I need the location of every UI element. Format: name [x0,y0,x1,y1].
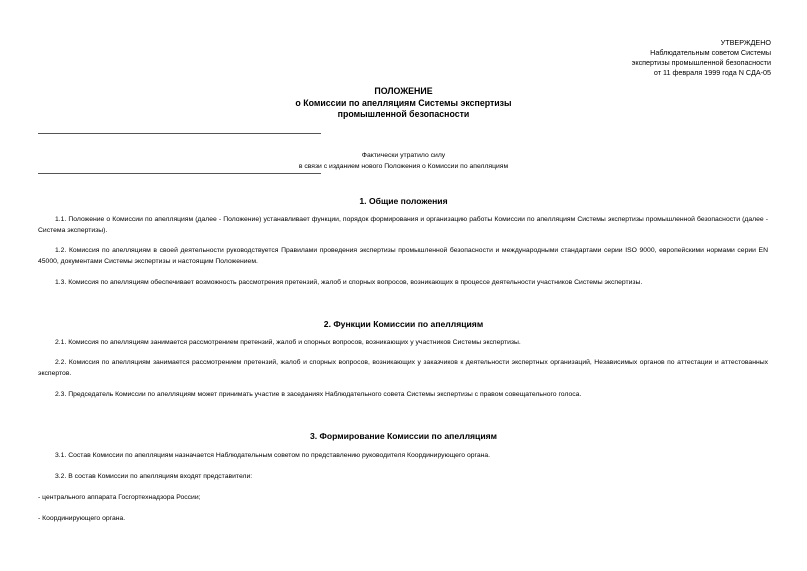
paragraph: 3.2. В состав Комиссии по апелляциям входят представители: [55,473,253,480]
title-line: ПОЛОЖЕНИЕ [374,86,433,96]
section-heading: 1. Общие положения [359,196,448,206]
title-line: о Комиссии по апелляциям Системы экспертизы [295,97,512,108]
approval-line: Наблюдательным советом Системы [650,48,771,57]
status-note [0,150,807,172]
list-item: - центрального аппарата Госгортехнадзора России; [38,494,201,501]
note-line: Фактически утратило силу [361,152,446,159]
paragraph: 1.3. Комиссия по апелляциям обеспечивает возможность рассмотрения претензий, жалоб и спорных вопросов, возникающих в процессе деятельности участников Системы экспертизы. [55,279,643,286]
paragraph: 2.2. Комиссия по апелляциям занимается рассмотрением претензий, жалоб и спорных вопросов, возникающих у заказчиков к деятельности экспертных организаций, Независимых органов по аттестации и аттестованных экспертов. [38,359,768,377]
list-item: - Координирующего органа. [38,515,126,522]
section-heading: 3. Формирование Комиссии по апелляциям [310,431,497,441]
title-line: промышленной безопасности [337,109,470,119]
paragraph: 1.2. Комиссия по апелляциям в своей деятельности руководствуется Правилами проведения экспертизы промышленной безопасности и международными стандартами серии ISO 9000, европейскими нормами серии EN 45000, документами Системы экспертизы и настоящим Положением. [38,247,768,265]
paragraph: 2.3. Председатель Комиссии по апелляциям может принимать участие в заседаниях Наблюдательного совета Системы экспертизы с правом совещательного голоса. [55,391,582,398]
note-line: в связи с изданием нового Положения о Комиссии по апелляциям [298,163,509,170]
paragraph: 3.1. Состав Комиссии по апелляциям назначается Наблюдательным советом по представлению руководителя Координирующего органа. [55,452,491,459]
paragraph: 2.1. Комиссия по апелляциям занимается рассмотрением претензий, жалоб и спорных вопросов, возникающих у участников Системы экспертизы. [55,339,521,346]
approval-block [632,38,771,78]
paragraph: 1.1. Положение о Комиссии по апелляциям (далее - Положение) устанавливает функции, порядок формирования и организацию работы Комиссии по апелляциям Системы экспертизы промышленной безопасности (далее - Система экспертизы). [38,216,768,234]
approval-line: от 11 февраля 1999 года N СДА-05 [653,68,771,77]
approval-line: УТВЕРЖДЕНО [720,38,771,47]
document-title [0,86,807,121]
approval-line: экспертизы промышленной безопасности [631,58,771,67]
divider-bottom [38,173,321,174]
section-heading: 2. Функции Комиссии по апелляциям [323,319,484,329]
divider-top [38,133,321,134]
